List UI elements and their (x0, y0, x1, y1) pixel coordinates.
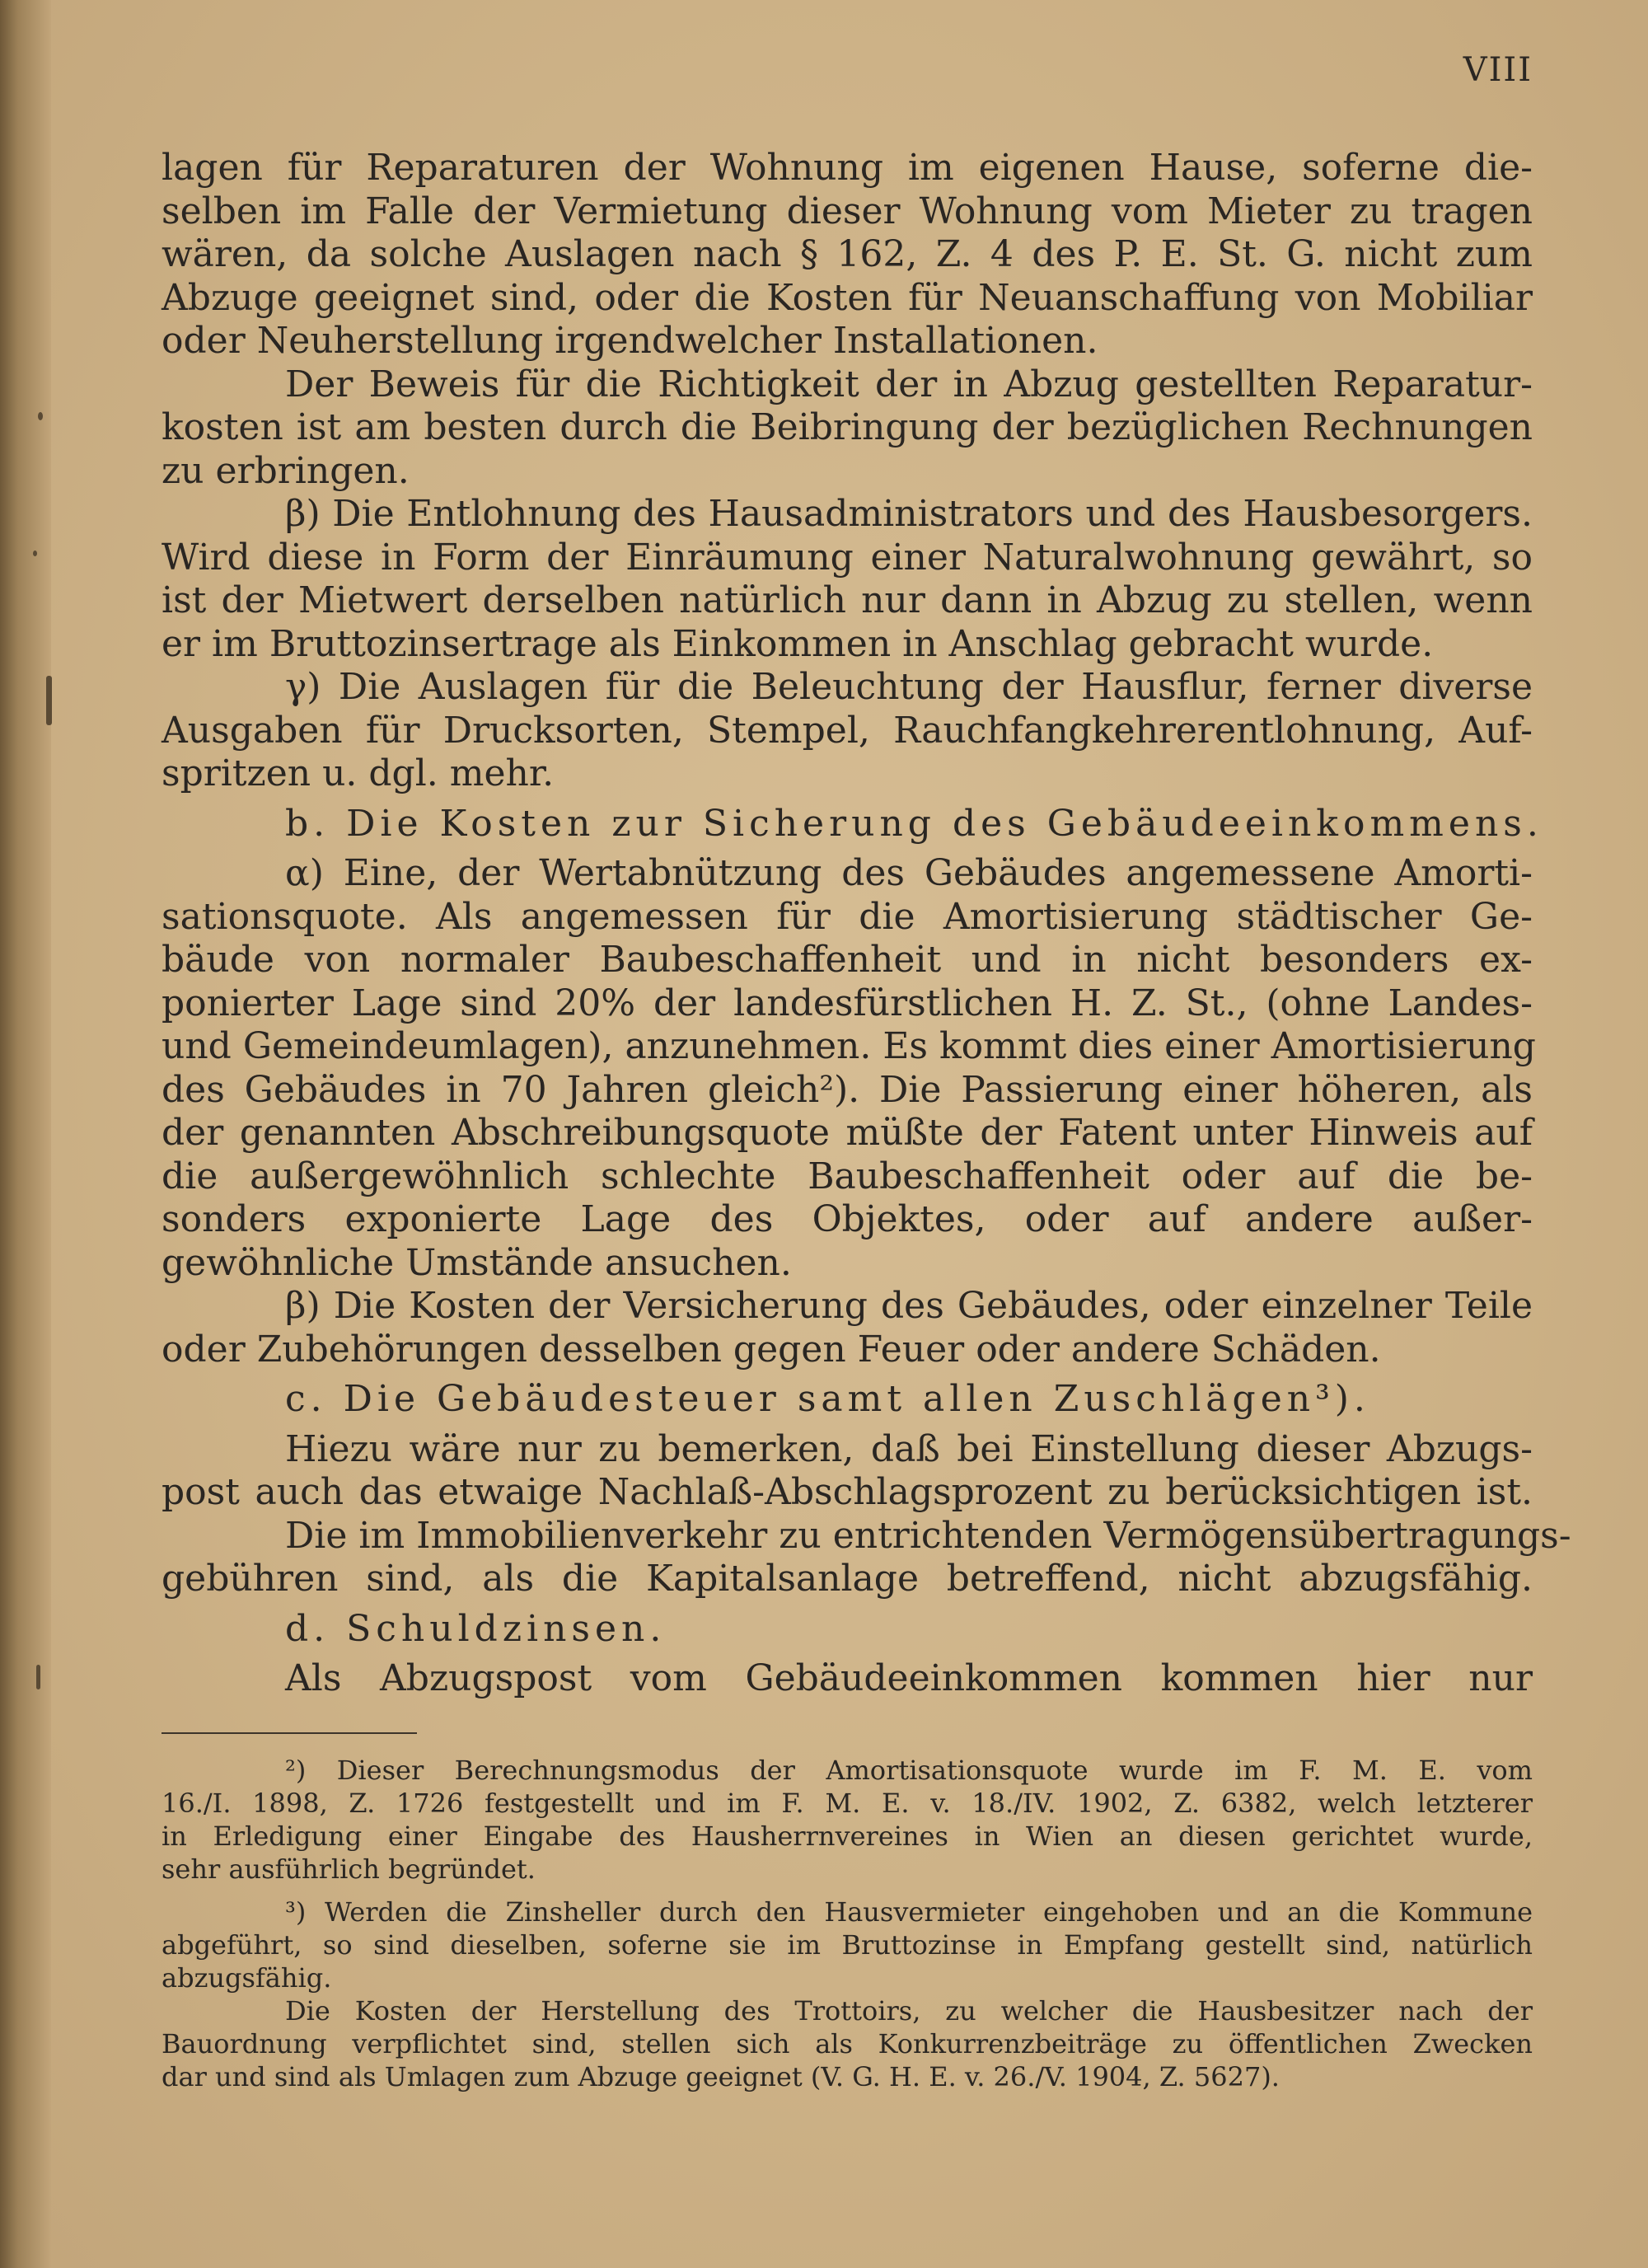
footnote-line: in Erledigung einer Eingabe des Hausherrnvereines in Wien an diesen gerichtet wurde, (162, 1820, 1533, 1852)
text-line: sationsquote. Als angemessen für die Amortisierung städtischer Ge- (162, 895, 1533, 938)
footnotes (162, 1754, 1533, 2093)
text-line: spritzen u. dgl. mehr. (162, 752, 555, 794)
text-line: der genannten Abschreibungsquote müßte der Fatent unter Hinweis auf (162, 1112, 1533, 1154)
text-line: lagen für Reparaturen der Wohnung im eigenen Hause, soferne die- (162, 147, 1533, 189)
section-heading: b. Die Kosten zur Sicherung des Gebäudeeinkommens. (285, 802, 1543, 845)
text-line: β) Die Kosten der Versicherung des Gebäudes, oder einzelner Teile (285, 1285, 1533, 1327)
text-line: sonders exponierte Lage des Objektes, oder auf andere außer- (162, 1198, 1533, 1240)
text-line: ponierter Lage sind 20% der landesfürstlichen H. Z. St., (ohne Landes- (162, 982, 1533, 1024)
text-line: oder Zubehörungen desselben gegen Feuer oder andere Schäden. (162, 1328, 1381, 1371)
text-line: wären, da solche Auslagen nach § 162, Z. 4 des P. E. St. G. nicht zum (162, 233, 1533, 275)
text-line: Wird diese in Form der Einräumung einer Naturalwohnung gewährt, so (162, 536, 1533, 579)
text-line: Ausgaben für Drucksorten, Stempel, Rauchfangkehrerentlohnung, Auf- (162, 709, 1533, 752)
text-line: selben im Falle der Vermietung dieser Wohnung vom Mieter zu tragen (162, 190, 1533, 232)
text-line: β) Die Entlohnung des Hausadministrators und des Hausbesorgers. (285, 493, 1533, 535)
text-line: bäude von normaler Baubeschaffenheit und in nicht besonders ex- (162, 939, 1533, 981)
body-text (162, 147, 1571, 1701)
ink-speck (33, 551, 37, 556)
text-line: und Gemeindeumlagen), anzunehmen. Es kommt dies einer Amortisierung (162, 1025, 1536, 1067)
text-line: die außergewöhnlich schlechte Baubeschaffenheit oder auf die be- (162, 1155, 1533, 1197)
footnote-line: Die Kosten der Herstellung des Trottoirs, zu welcher die Hausbesitzer nach der (285, 1995, 1533, 2027)
text-line: Abzuge geeignet sind, oder die Kosten für Neuanschaffung von Mobiliar (162, 276, 1533, 319)
footnote-line: abzugsfähig. (162, 1962, 332, 1994)
text-line: post auch das etwaige Nachlaß-Abschlagsprozent zu berücksichtigen ist. (162, 1471, 1533, 1513)
footnote-line: sehr ausführlich begründet. (162, 1853, 536, 1885)
text-line: gebühren sind, als die Kapitalsanlage betreffend, nicht abzugsfähig. (162, 1558, 1533, 1600)
text-line: γ) Die Auslagen für die Beleuchtung der Hausflur, ferner diverse (285, 666, 1533, 708)
text-line: α) Eine, der Wertabnützung des Gebäudes angemessene Amorti- (285, 852, 1533, 894)
section-heading: c. Die Gebäudesteuer samt allen Zuschlägen³). (285, 1378, 1370, 1420)
ink-speck (46, 676, 52, 725)
text-line: gewöhnliche Umstände ansuchen. (162, 1241, 792, 1284)
text-line: oder Neuherstellung irgendwelcher Installationen. (162, 320, 1098, 362)
text-line: Hiezu wäre nur zu bemerken, daß bei Einstellung dieser Abzugs- (285, 1427, 1533, 1470)
footnote-line: Bauordnung verpflichtet sind, stellen sich als Konkurrenzbeiträge zu öffentlichen Zwecken (162, 2028, 1533, 2059)
text-line: Die im Immobilienverkehr zu entrichtenden Vermögensübertragungs- (285, 1514, 1571, 1557)
text-line: des Gebäudes in 70 Jahren gleich²). Die Passierung einer höheren, als (162, 1068, 1533, 1111)
ink-speck (36, 1665, 40, 1689)
text-line: Als Abzugspost vom Gebäudeeinkommen kommen hier nur (285, 1657, 1533, 1699)
footnote-line: ³) Werden die Zinsheller durch den Hausvermieter eingehoben und an die Kommune (285, 1896, 1533, 1928)
text-line: zu erbringen. (162, 449, 410, 492)
footnote-line: abgeführt, so sind dieselben, soferne sie im Bruttozinse in Empfang gestellt sind, natürlich (162, 1929, 1533, 1961)
text-line: Der Beweis für die Richtigkeit der in Abzug gestellten Reparatur- (285, 363, 1533, 405)
page-number: VIII (1463, 51, 1533, 89)
page-binding-edge (0, 0, 51, 2268)
footnote-line: dar und sind als Umlagen zum Abzuge geeignet (V. G. H. E. v. 26./V. 1904, Z. 5627). (162, 2061, 1280, 2092)
section-heading: d. Schuldzinsen. (285, 1607, 667, 1650)
footnote-line: ²) Dieser Berechnungsmodus der Amortisationsquote wurde im F. M. E. vom (285, 1755, 1533, 1786)
text-line: ist der Mietwert derselben natürlich nur dann in Abzug zu stellen, wenn (162, 579, 1533, 621)
footnote-line: 16./I. 1898, Z. 1726 festgestellt und im F. M. E. v. 18./IV. 1902, Z. 6382, welch letzterer (162, 1788, 1533, 1819)
footnote-divider (162, 1732, 417, 1734)
text-line: er im Bruttozinsertrage als Einkommen in Anschlag gebracht wurde. (162, 622, 1434, 665)
ink-speck (38, 412, 43, 420)
text-line: kosten ist am besten durch die Beibringung der bezüglichen Rechnungen (162, 406, 1533, 448)
